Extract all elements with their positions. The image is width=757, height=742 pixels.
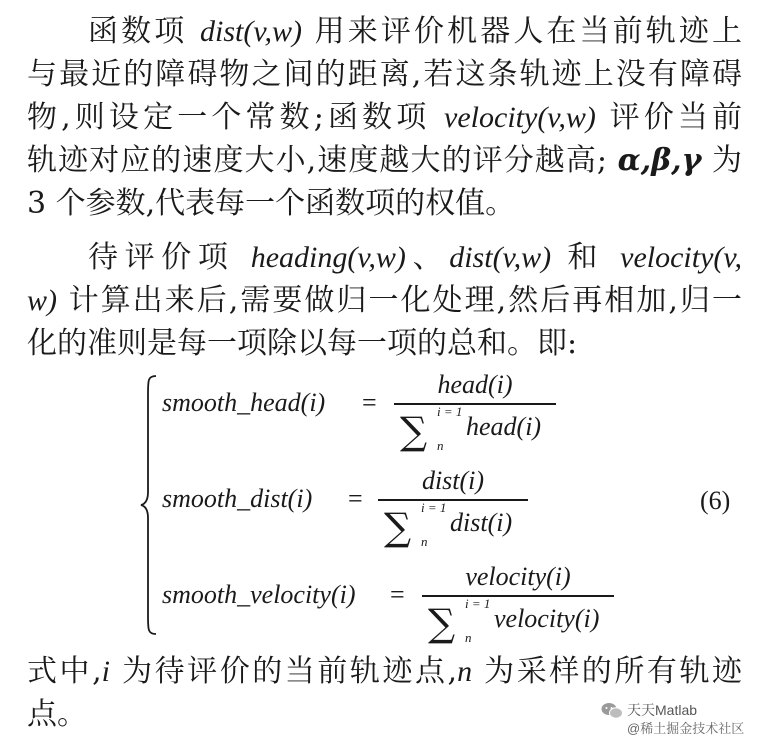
function-args: (v,w) (492, 241, 552, 274)
sum-upper: i = 1 (465, 596, 491, 611)
denominator: dist(i) (450, 508, 513, 537)
paragraph-2 (27, 236, 742, 365)
greek-symbols: α,β,γ (617, 143, 702, 178)
sum-lower: n (465, 630, 472, 645)
watermark-title: 天天Matlab (627, 702, 698, 718)
sigma-symbol: ∑ (400, 409, 428, 453)
function-name: dist (449, 241, 493, 274)
paragraph-2-line-3: 化的准则是每一项除以每一项的总和。即: (27, 326, 578, 361)
left-brace (140, 374, 160, 636)
separator: 、 (405, 240, 450, 275)
text: 用来评价机器人在当前轨迹上 (314, 14, 743, 49)
function-args: (v, (713, 241, 743, 274)
denominator: velocity(i) (494, 604, 600, 633)
sum-lower: n (437, 438, 444, 453)
text: 计算出来后,需要做归一化处理,然后再相加,归一 (68, 283, 742, 318)
watermark (597, 700, 747, 736)
paragraph-1-line-5: 3 个参数,代表每一个函数项的权值。 (27, 186, 516, 221)
watermark-subtitle: @稀土掘金技术社区 (627, 721, 745, 736)
paragraph-1-line-2: 与最近的障碍物之间的距离,若这条轨迹上没有障碍 (27, 57, 742, 92)
paragraph-3-line-1 (27, 650, 742, 693)
function-args: w) (27, 284, 57, 317)
text: 评价当前 (609, 100, 742, 135)
variable-i: i (101, 655, 110, 688)
function-name: velocity (620, 241, 714, 274)
text: 待评价项 (88, 240, 235, 275)
function-args: (v,w) (347, 241, 406, 274)
paragraph-1 (27, 10, 742, 225)
numerator: dist(i) (421, 466, 485, 495)
equation-lhs: smooth_dist(i) (162, 484, 313, 513)
fraction (394, 370, 556, 454)
text: 为采样的所有轨迹 (484, 654, 742, 689)
text: 轨迹对应的速度大小,速度越大的评分越高; (27, 143, 608, 178)
paragraph-1-line-4 (27, 139, 742, 182)
equals-sign: = (348, 484, 363, 513)
equals-sign: = (390, 580, 405, 609)
text: 式中, (27, 654, 102, 689)
paragraph-1-line-3 (27, 96, 742, 139)
sum-upper: i = 1 (421, 500, 447, 515)
function-name: velocity (444, 101, 538, 134)
text: 函数项 (88, 14, 188, 49)
paragraph-3-line-2: 点。 (27, 697, 87, 732)
function-name: heading (250, 241, 348, 274)
function-args: (v,w) (243, 15, 302, 48)
equation-number: (6) (700, 486, 731, 515)
function-args: (v,w) (537, 101, 596, 134)
numerator: head(i) (437, 370, 513, 399)
equation-lhs: smooth_velocity(i) (162, 580, 356, 609)
text: 为 (712, 143, 742, 178)
sum-upper: i = 1 (437, 404, 463, 419)
numerator: velocity(i) (465, 562, 571, 591)
fraction (378, 466, 528, 550)
sigma-symbol: ∑ (384, 505, 412, 549)
sum-lower: n (421, 534, 428, 549)
denominator: head(i) (466, 412, 542, 441)
fraction-bar (422, 595, 614, 597)
function-name: dist (200, 15, 244, 48)
fraction-bar (394, 403, 556, 405)
fraction (422, 562, 614, 646)
text: 为待评价的当前轨迹点, (122, 654, 458, 689)
paragraph-1-line-1 (27, 10, 742, 53)
equation-block (140, 370, 740, 645)
text: 和 (567, 240, 604, 275)
equals-sign: = (362, 388, 377, 417)
paragraph-2-line-1 (27, 236, 742, 279)
paragraph-2-line-2 (27, 279, 742, 322)
variable-n: n (457, 655, 473, 688)
wechat-icon (601, 702, 623, 720)
fraction-bar (378, 499, 528, 501)
text: 物,则设定一个常数;函数项 (27, 100, 431, 135)
equation-lhs: smooth_head(i) (162, 388, 326, 417)
sigma-symbol: ∑ (428, 601, 456, 645)
